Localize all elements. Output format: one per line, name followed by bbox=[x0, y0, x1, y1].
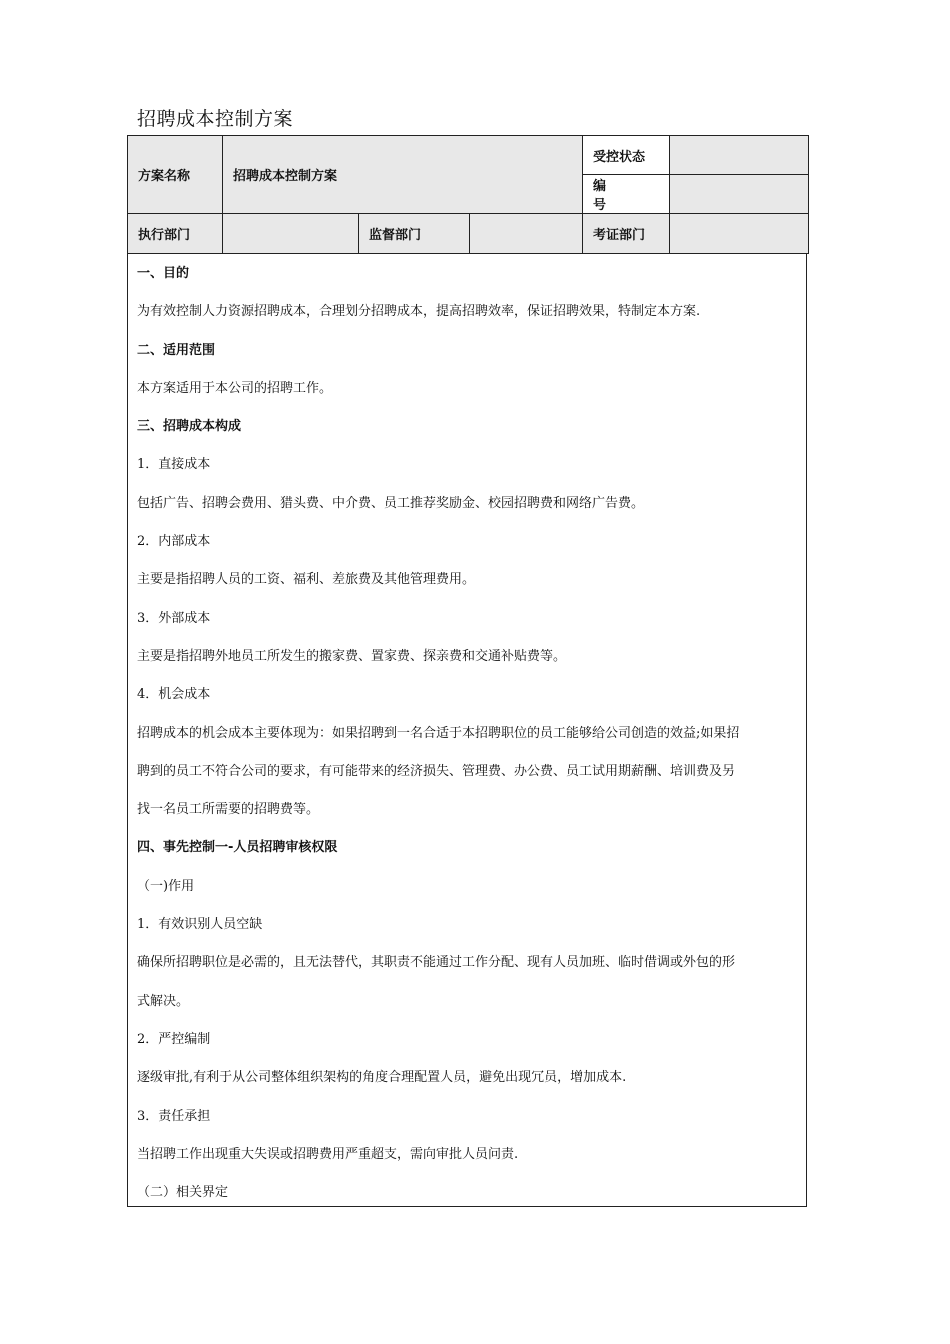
plan-name-label: 方案名称 bbox=[128, 136, 223, 214]
body-text-line: 本方案适用于本公司的招聘工作。 bbox=[137, 380, 333, 396]
number-label-text: 编号 bbox=[593, 179, 635, 213]
plan-name-value: 招聘成本控制方案 bbox=[223, 136, 583, 214]
body-text-line: 4．机会成本 bbox=[137, 687, 211, 703]
body-text-line: 1．直接成本 bbox=[137, 457, 211, 473]
supervise-dept-label: 监督部门 bbox=[359, 214, 470, 254]
exec-dept-value bbox=[223, 214, 359, 254]
section-heading: 三、招聘成本构成 bbox=[137, 419, 242, 435]
body-text-line: 主要是指招聘外地员工所发生的搬家费、置家费、探亲费和交通补贴费等。 bbox=[137, 648, 567, 664]
body-text-line: 确保所招聘职位是必需的，且无法替代，其职责不能通过工作分配、现有人员加班、临时借调或外包的形 bbox=[137, 955, 736, 971]
body-text-line: 主要是指招聘人员的工资、福利、差旅费及其他管理费用。 bbox=[137, 572, 476, 588]
body-text-line: （二）相关界定 bbox=[137, 1185, 229, 1201]
document-title: 招聘成本控制方案 bbox=[137, 108, 294, 130]
body-text-line: 2．内部成本 bbox=[137, 534, 211, 550]
body-text-line: 2．严控编制 bbox=[137, 1031, 211, 1047]
body-text-line: 招聘成本的机会成本主要体现为：如果招聘到一名合适于本招聘职位的员工能够给公司创造的效益;如果招 bbox=[137, 725, 740, 741]
body-text-line: （一)作用 bbox=[137, 878, 195, 894]
section-heading: 二、适用范围 bbox=[137, 342, 216, 358]
exec-dept-label: 执行部门 bbox=[128, 214, 223, 254]
supervise-dept-value bbox=[470, 214, 583, 254]
body-text-line: 逐级审批,有利于从公司整体组织架构的角度合理配置人员，避免出现冗员，增加成本. bbox=[137, 1070, 627, 1086]
body-text-line: 包括广告、招聘会费用、猎头费、中介费、员工推荐奖励金、校园招聘费和网络广告费。 bbox=[137, 495, 645, 511]
plan-header-table bbox=[127, 135, 809, 254]
body-text-line: 为有效控制人力资源招聘成本，合理划分招聘成本，提高招聘效率，保证招聘效果，特制定本方案. bbox=[137, 304, 701, 320]
verify-dept-label: 考证部门 bbox=[583, 214, 670, 254]
body-text-line: 1．有效识别人员空缺 bbox=[137, 917, 263, 933]
number-label bbox=[583, 175, 670, 214]
body-text-line: 3．责任承担 bbox=[137, 1108, 211, 1124]
number-value bbox=[670, 175, 809, 214]
verify-dept-value bbox=[670, 214, 809, 254]
section-heading: 一、目的 bbox=[137, 266, 190, 281]
body-text-line: 式解决。 bbox=[137, 993, 190, 1009]
body-text-line: 当招聘工作出现重大失误或招聘费用严重超支，需向审批人员问责. bbox=[137, 1146, 519, 1162]
body-text-line: 3．外部成本 bbox=[137, 610, 211, 626]
controlled-status-label: 受控状态 bbox=[583, 136, 670, 175]
section-heading: 四、事先控制一-人员招聘审核权限 bbox=[137, 840, 338, 856]
controlled-status-value bbox=[670, 136, 809, 175]
body-text-line: 找一名员工所需要的招聘费等。 bbox=[137, 802, 320, 818]
body-text-line: 聘到的员工不符合公司的要求，有可能带来的经济损失、管理费、办公费、员工试用期薪酬、培训费及另 bbox=[137, 763, 736, 779]
document-body bbox=[137, 255, 802, 1212]
